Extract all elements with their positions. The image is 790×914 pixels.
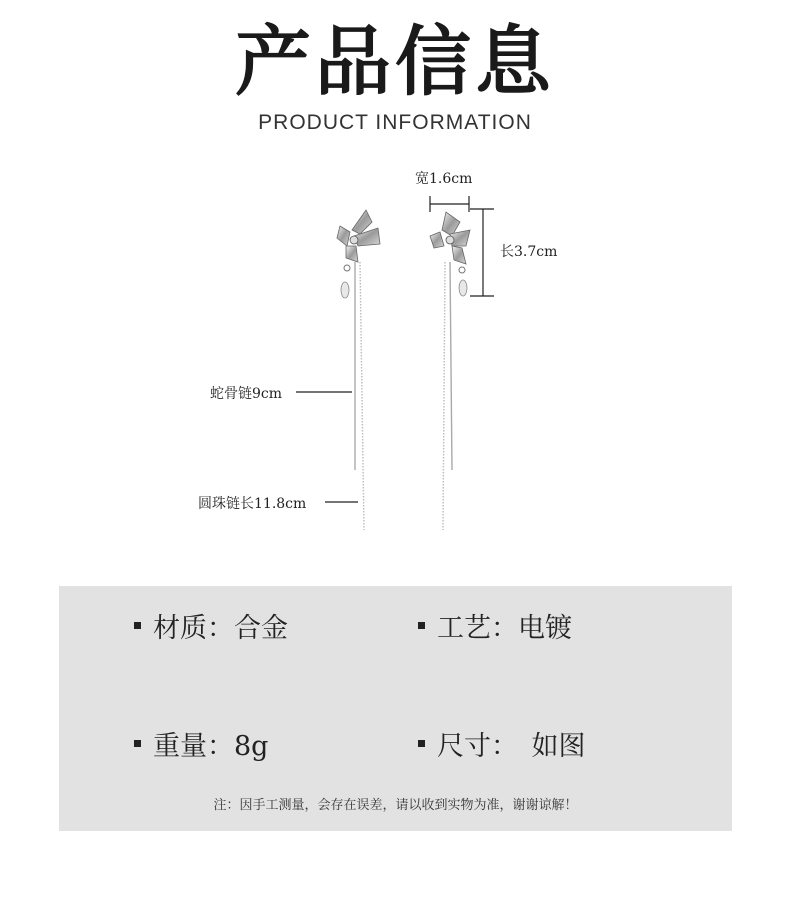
spec-material-text: 材质：合金	[153, 613, 288, 644]
bead-chain-label: 圆珠链长11.8cm	[198, 496, 307, 512]
right-earring	[430, 212, 470, 530]
page-title: 产品信息	[235, 17, 555, 106]
bullet-icon	[418, 740, 425, 747]
left-earring	[337, 210, 380, 530]
length-label: 长3.7cm	[500, 244, 558, 260]
length-dimension-line	[470, 209, 494, 296]
page-subtitle: PRODUCT INFORMATION	[258, 111, 532, 134]
measurement-note: 注：因手工测量，会存在误差，请以收到实物为准，谢谢谅解！	[213, 798, 578, 813]
spec-weight-text: 重量：8g	[153, 731, 269, 762]
spec-craft	[418, 606, 572, 645]
spec-material	[134, 606, 288, 645]
spec-size-text: 尺寸： 如图	[437, 731, 586, 762]
spec-craft-text: 工艺：电镀	[437, 613, 572, 644]
snake-chain-label: 蛇骨链9cm	[210, 386, 283, 402]
bullet-icon	[134, 740, 141, 747]
bullet-icon	[134, 622, 141, 629]
spec-size	[418, 724, 586, 763]
bullet-icon	[418, 622, 425, 629]
spec-weight	[134, 724, 268, 763]
width-label: 宽1.6cm	[415, 171, 473, 187]
spec-panel	[59, 586, 732, 831]
width-dimension-line	[430, 196, 469, 212]
